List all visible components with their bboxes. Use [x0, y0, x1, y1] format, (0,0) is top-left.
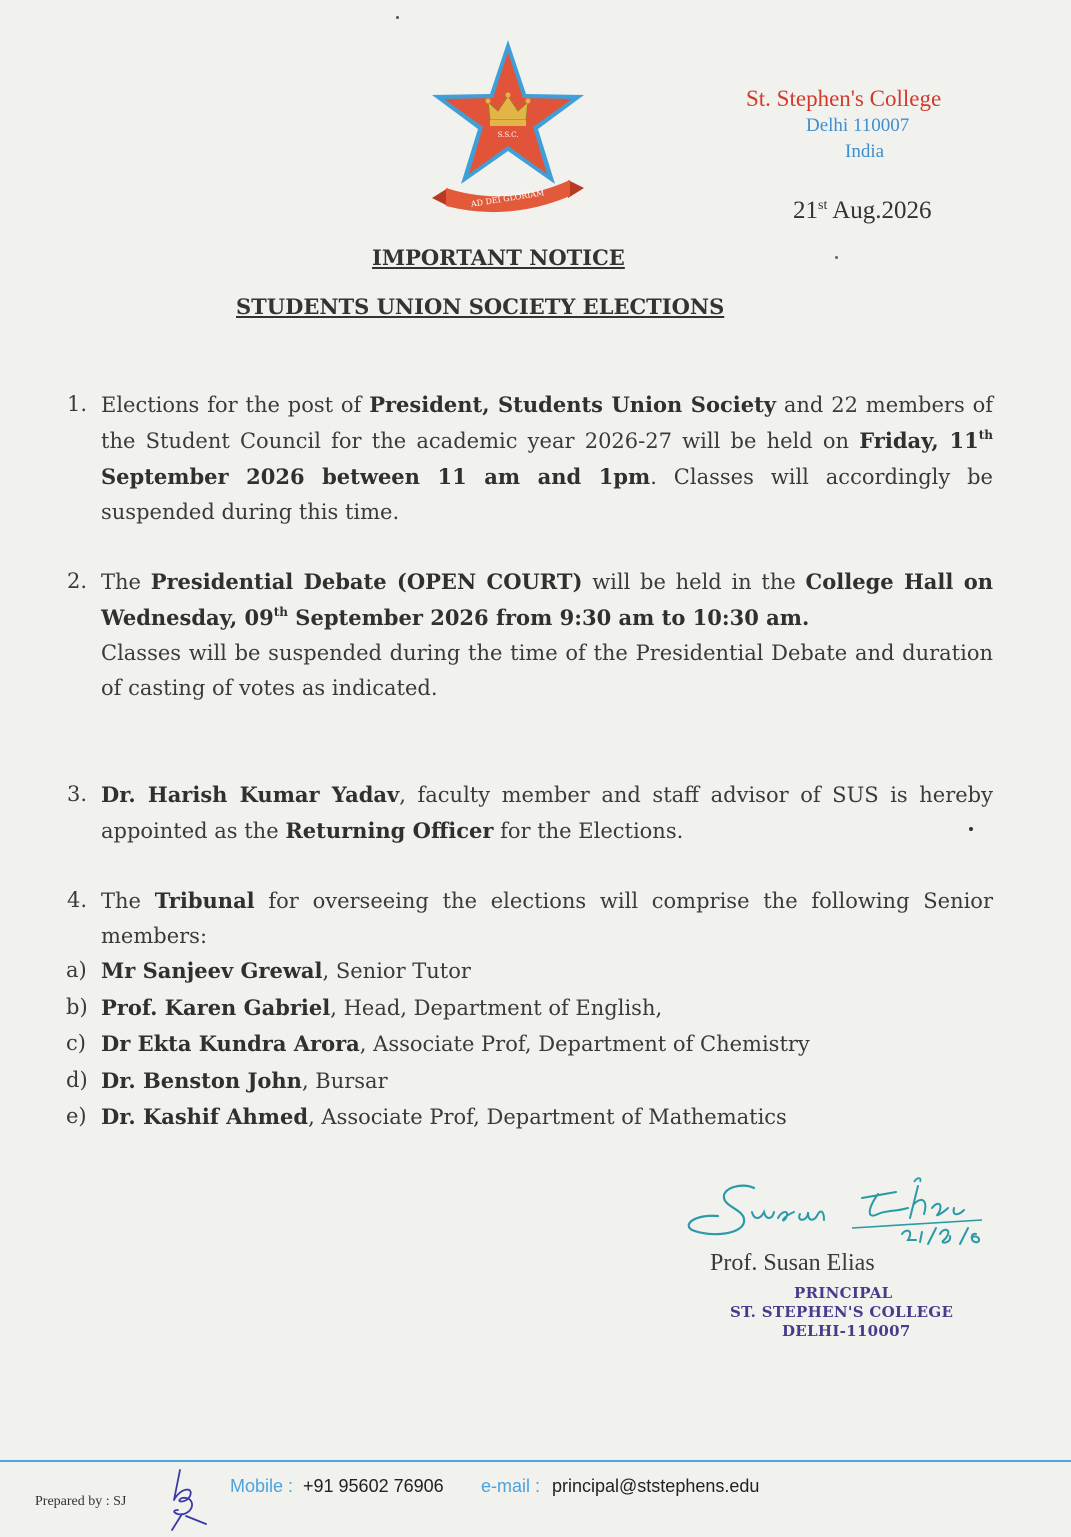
notice-subtitle: STUDENTS UNION SOCIETY ELECTIONS: [236, 294, 725, 319]
notice-item-1: 1. Elections for the post of President, Students Union Society and 22 members of the Student Council for the academic year 2026-27 will be held on Friday, 11th September 2026 between 11 am and 1pm. Classes will accordingly be suspended during this time.: [101, 387, 993, 530]
footer-divider: [0, 1460, 1071, 1462]
paper-speck: [835, 256, 838, 259]
prepared-by: Prepared by : SJ: [35, 1494, 127, 1509]
stamp-principal: PRINCIPAL: [794, 1284, 893, 1302]
tribunal-member: b) Prof. Karen Gabriel, Head, Department of English,: [66, 994, 663, 1020]
tribunal-member: a) Mr Sanjeev Grewal, Senior Tutor: [66, 958, 471, 983]
paper-speck: [969, 827, 973, 831]
paper-speck: [396, 16, 399, 19]
tribunal-member: e) Dr. Kashif Ahmed, Associate Prof, Department of Mathematics: [66, 1104, 787, 1129]
item-number: 4.: [67, 888, 88, 912]
notice-title: IMPORTANT NOTICE: [372, 245, 625, 270]
notice-item-4: 4. The Tribunal for overseeing the elections will comprise the following Senior members:: [101, 883, 993, 954]
notice-date: 21st Aug.2026: [793, 197, 932, 224]
college-country: India: [845, 141, 885, 162]
initials-signature: [160, 1466, 216, 1532]
motto-text: AD DEI GLORIAM: [470, 188, 545, 209]
college-city: Delhi 110007: [806, 115, 910, 136]
notice-item-3: 3. Dr. Harish Kumar Yadav, faculty member and staff advisor of SUS is hereby appointed as the Returning Officer for the Elections.: [101, 777, 993, 849]
signatory-name: Prof. Susan Elias: [710, 1250, 875, 1276]
item-number: 2.: [67, 569, 88, 593]
mobile-label: Mobile :: [230, 1476, 294, 1496]
email-label: e-mail :: [481, 1476, 541, 1496]
college-crest-logo: [428, 38, 588, 216]
tribunal-member: c) Dr Ekta Kundra Arora, Associate Prof, Department of Chemistry: [66, 1031, 810, 1056]
tribunal-member: d) Dr. Benston John, Bursar: [66, 1067, 388, 1093]
stamp-address: DELHI-110007: [782, 1322, 911, 1340]
college-name: St. Stephen's College: [746, 86, 942, 111]
email-address[interactable]: principal@ststephens.edu: [552, 1476, 760, 1496]
mobile-number[interactable]: +91 95602 76906: [303, 1476, 444, 1496]
stamp-college: ST. STEPHEN'S COLLEGE: [730, 1303, 954, 1321]
item-number: 1.: [67, 392, 88, 416]
item-number: 3.: [67, 782, 88, 806]
notice-item-2: 2. The Presidential Debate (OPEN COURT) will be held in the College Hall on Wednesday, 09th September 2026 from 9:30 am to 10:30 am. Classes will be suspended during the time of the Presidential Debate and duration of casting of votes as indicated.: [101, 564, 993, 706]
crest-letters: S.S.C.: [497, 131, 519, 139]
tribunal-list: [66, 953, 810, 1136]
motto-ribbon: [432, 180, 584, 212]
